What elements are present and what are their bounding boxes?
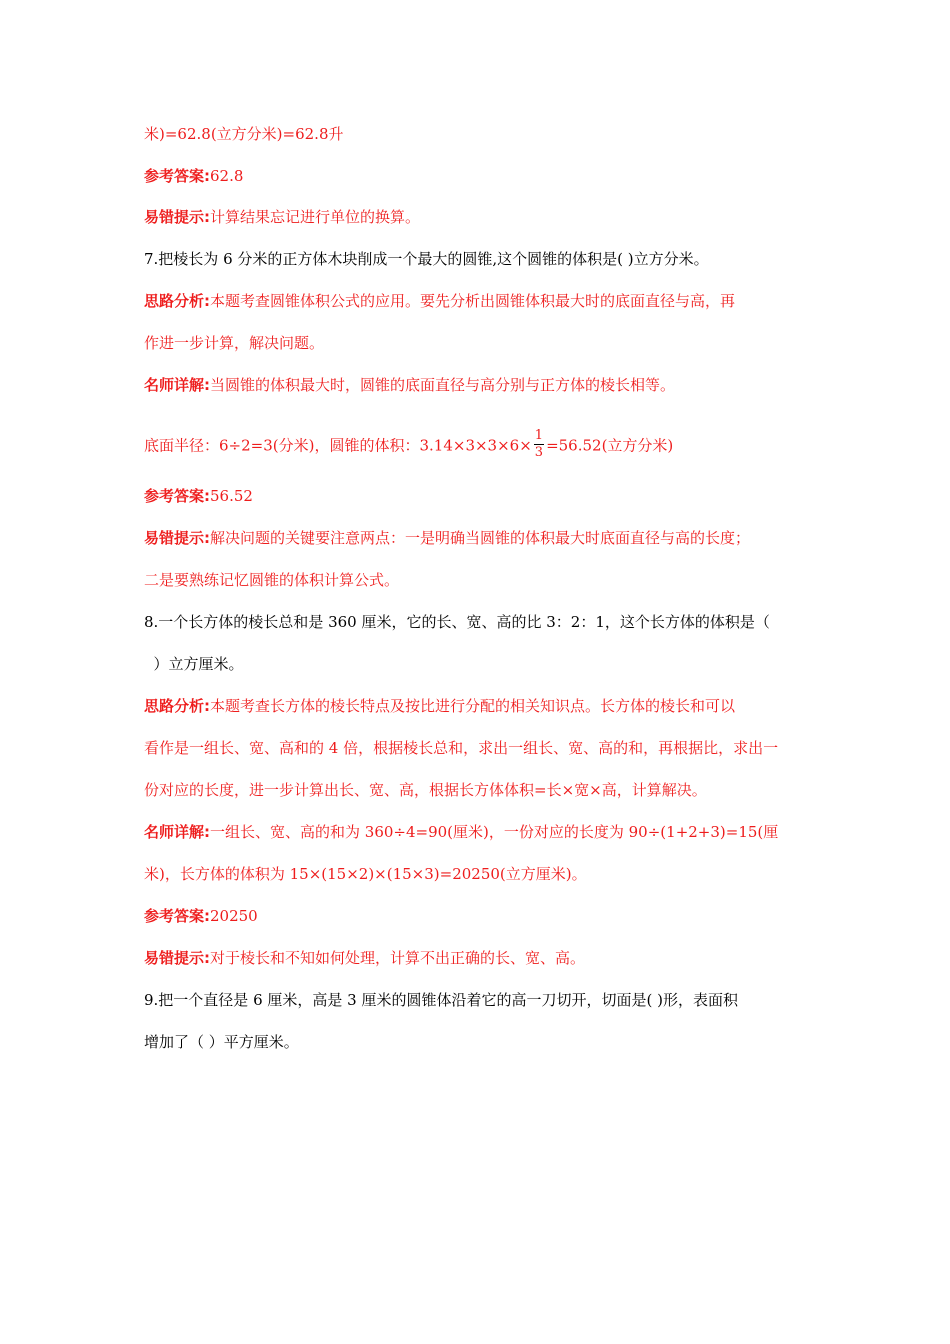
reference-answer-label: 参考答案: [144,487,210,505]
reference-answer-8 [144,906,258,926]
explanation-7-formula [144,430,673,463]
explanation-text: 当圆锥的体积最大时，圆锥的底面直径与高分别与正方体的棱长相等。 [210,376,676,394]
analysis-8-cont-2: 份对应的长度，进一步计算出长、宽、高，根据长方体体积=长×宽×高，计算解决。 [144,781,707,799]
explanation-7 [144,375,675,395]
question-7: 7.把棱长为 6 分米的正方体木块削成一个最大的圆锥,这个圆锥的体积是( )立方分米。 [144,250,709,268]
error-tip-label: 易错提示: [144,529,210,547]
reference-answer-label: 参考答案: [144,907,210,925]
error-tip-label: 易错提示: [144,949,210,967]
reference-answer-7 [144,486,253,506]
error-tip-6 [144,207,420,227]
analysis-8-cont-1: 看作是一组长、宽、高和的 4 倍，根据棱长总和，求出一组长、宽、高的和，再根据比，求出一 [144,739,779,757]
error-tip-label: 易错提示: [144,208,210,226]
formula-prefix: 底面半径：6÷2=3(分米)，圆锥的体积：3.14×3×3×6× [144,436,532,455]
explanation-text: 一组长、宽、高的和为 360÷4=90(厘米)，一份对应的长度为 90÷(1+2+3)=15(厘 [210,823,779,841]
question-9: 9.把一个直径是 6 厘米，高是 3 厘米的圆锥体沿着它的高一刀切开，切面是( )形，表面积 [144,991,738,1009]
formula-suffix: =56.52(立方分米) [546,436,674,455]
analysis-label: 思路分析: [144,697,210,715]
question-9-cont: 增加了（ ）平方厘米。 [144,1033,299,1051]
question-8-cont: ）立方厘米。 [144,655,244,673]
explanation-8 [144,822,778,842]
analysis-8 [144,696,735,716]
analysis-7 [144,291,735,311]
error-tip-7-cont: 二是要熟练记忆圆锥的体积计算公式。 [144,571,400,589]
error-tip-text: 对于棱长和不知如何处理，计算不出正确的长、宽、高。 [210,949,586,967]
analysis-7-cont: 作进一步计算，解决问题。 [144,334,325,352]
reference-answer-text: 20250 [210,907,258,925]
reference-answer-text: 62.8 [210,167,244,185]
question-8: 8.一个长方体的棱长总和是 360 厘米，它的长、宽、高的比 3：2：1，这个长方体的体积是（ [144,613,770,631]
fraction-one-third [534,428,544,461]
explanation-8-cont: 米)，长方体的体积为 15×(15×2)×(15×3)=20250(立方厘米)。 [144,865,587,883]
fraction-numerator: 1 [534,428,544,443]
explanation-label: 名师详解: [144,823,210,841]
analysis-text: 本题考查长方体的棱长特点及按比进行分配的相关知识点。长方体的棱长和可以 [210,697,736,715]
answer-continuation: 米)=62.8(立方分米)=62.8升 [144,125,344,143]
analysis-text: 本题考查圆锥体积公式的应用。要先分析出圆锥体积最大时的底面直径与高，再 [210,292,736,310]
error-tip-text: 解决问题的关键要注意两点：一是明确当圆锥的体积最大时底面直径与高的长度； [210,529,751,547]
analysis-label: 思路分析: [144,292,210,310]
error-tip-7 [144,528,750,548]
reference-answer-text: 56.52 [210,487,253,505]
reference-answer-6 [144,166,243,186]
fraction-denominator: 3 [534,445,544,460]
error-tip-8 [144,948,585,968]
reference-answer-label: 参考答案: [144,167,210,185]
explanation-label: 名师详解: [144,376,210,394]
error-tip-text: 计算结果忘记进行单位的换算。 [210,208,421,226]
